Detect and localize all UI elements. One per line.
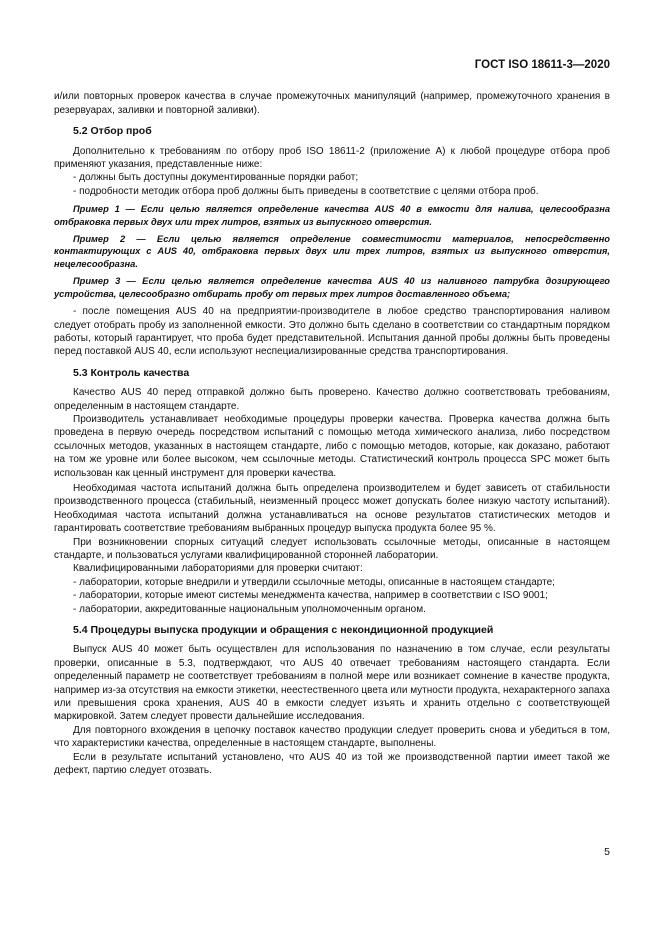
list-item-labs-reference-methods: - лаборатории, которые внедрили и утвердили ссылочные методы, описанные в настоящем стандарте;	[73, 576, 555, 588]
document-code: ГОСТ ISO 18611-3—2020	[474, 59, 610, 71]
section-heading-5-3: 5.3 Контроль качества	[73, 366, 190, 379]
paragraph-sampling-intro: Дополнительно к требованиям по отбору проб ISO 18611-2 (приложение А) к любой процедуре отбора проб применяют указания, представленные ниже:	[54, 145, 610, 171]
page-number: 5	[604, 846, 610, 858]
paragraph-product-release: Выпуск AUS 40 может быть осуществлен для использования по назначению в том случае, если результаты проверки, описанные в 5.3, подтверждают, что AUS 40 отвечает требованиям настоящего стандарта. Если определенный параметр не соответствует требованиям в полной мере или возникает сомнение в качестве продукта, например из-за отсутствия на емкости этикетки, неестественного цвета или мутности продукта, нехарактерного запаха или превышения срока хранения, AUS 40 в емкости следует изъять и хранить отдельно с соответствующей маркировкой. Затем следует провести дальнейшие исследования.	[54, 644, 610, 723]
list-item-sampling-details: - подробности методик отбора проб должны быть приведены в соответствие с целями отбора проб.	[73, 185, 539, 197]
list-item-documented-procedures: - должны быть доступны документированные порядки работ;	[73, 172, 359, 184]
document-page	[54, 54, 610, 894]
paragraph-disputes: При возникновении спорных ситуаций следует использовать ссылочные методы, описанные в настоящем стандарте, и пользоваться услугами квалифицированной сторонней лаборатории.	[54, 536, 610, 561]
section-heading-5-4: 5.4 Процедуры выпуска продукции и обращения с некондиционной продукцией	[73, 624, 494, 637]
paragraph-test-frequency: Необходимая частота испытаний должна быть определена производителем и будет зависеть от стабильности производственного процесса (стабильный, неизменный процесс может допускать более низкую частоту испытаний). Необходимая частота испытаний должна устанавливаться на основе результатов статистических методов и гарантировать соответствие требованиям выбранных процедур выпуска продукта более 95 %.	[54, 482, 610, 535]
paragraph-quality-check: Качество AUS 40 перед отправкой должно быть проверено. Качество должно соответствовать требованиям, определенным в настоящем стандарте.	[54, 387, 610, 412]
list-item-labs-iso9001: - лаборатории, которые имеют системы менеджмента качества, например в соответствии с ISO 9001;	[73, 590, 548, 602]
paragraph-supply-chain-reentry: Для повторного вхождения в цепочку поставок качество продукции следует проверить снова и убедиться в том, что характеристики качества, определенные в настоящем стандарте, выполнены.	[54, 724, 610, 750]
paragraph-continuation: и/или повторных проверок качества в случае промежуточных манипуляций (например, промежуточного хранения в резервуарах, заливки и повторной заливки).	[54, 91, 610, 116]
example-1: Пример 1 — Если целью является определение качества AUS 40 в емкости для налива, целесообразна отбраковка первых двух или трех литров, взятых из выпускного отверстия.	[54, 204, 610, 227]
section-heading-5-2: 5.2 Отбор проб	[73, 125, 152, 138]
paragraph-manufacturer-procedures: Производитель устанавливает необходимые процедуры проверки качества. Проверка качества должна быть проведена в первую очередь посредством испытаний с помощью метода химического анализа, либо посредством ссылочных методов, указанных в настоящем стандарте, либо с помощью методов, которые, как доказано, работают на том же уровне или более высоком, чем ссылочные методы. Статистический контроль процесса SPC может быть использован как ценный инструмент для проверки качества.	[54, 413, 610, 479]
paragraph-batch-recall: Если в результате испытаний установлено, что AUS 40 из той же производственной партии имеет такой же дефект, партию следует отозвать.	[54, 751, 610, 777]
list-item-bulk-sampling: - после помещения AUS 40 на предприятии-производителе в любое средство транспортирования наливом следует отобрать пробу из заполненной емкости. Это должно быть сделано в соответствии со стандартным порядком работы, который гарантирует, что проба будет представительной. Испытания данной пробы должны быть проведены перед поставкой AUS 40, если используют неспециализированные средства транспортирования.	[54, 306, 610, 358]
example-2: Пример 2 — Если целью является определение совместимости материалов, непосредственно контактирующих с AUS 40, отбраковка первых двух или трех литров, взятых из выпускного отверстия, нецелесообразна.	[54, 234, 610, 269]
list-item-labs-accredited: - лаборатории, аккредитованные национальным уполномоченным органом.	[73, 603, 426, 615]
paragraph-qualified-labs: Квалифицированными лабораториями для проверки считают:	[73, 563, 363, 575]
example-3: Пример 3 — Если целью является определение качества AUS 40 из наливного патрубка дозирующего устройства, целесообразно отбирать пробу от первых трех литров доставленного объема;	[54, 276, 610, 299]
